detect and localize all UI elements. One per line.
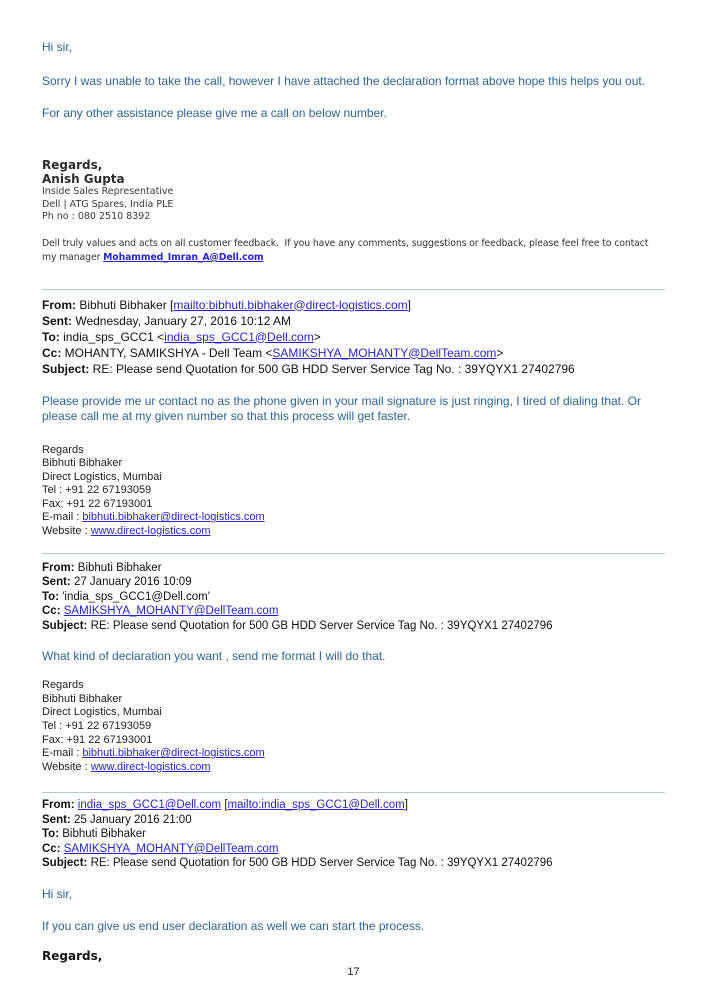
subject-text: RE: Please send Quotation for 500 GB HDD Server Service Tag No. : 39YQYX1 27402796 <box>87 619 553 632</box>
email1-para2: For any other assistance please give me a call on below number. <box>42 106 387 120</box>
header3-to-line <box>42 827 665 842</box>
header1-to-line <box>42 329 665 345</box>
to-text: 'india_sps_GCC1@Dell.com' <box>59 590 210 603</box>
header3-cc-line <box>42 842 665 857</box>
sig-website-label: Website : <box>42 525 91 538</box>
to-label: To: <box>42 828 60 841</box>
sig-email-label: E-mail : <box>42 747 83 760</box>
header3-sent-line <box>42 813 665 828</box>
header2-sent-line <box>42 575 665 590</box>
sig-name: Bibhuti Bibhaker <box>42 457 123 470</box>
sent-label: Sent: <box>42 813 71 826</box>
subject-text: RE: Please send Quotation for 500 GB HDD Server Service Tag No. : 39YQYX1 27402796 <box>87 857 553 870</box>
sent-text: 25 January 2016 21:00 <box>70 813 192 826</box>
header2-cc-line <box>42 604 665 619</box>
header1-sent-line <box>42 313 665 329</box>
divider-3 <box>42 792 665 793</box>
sig-website-label: Website : <box>42 760 91 773</box>
sig-website-link[interactable]: www.direct-logistics.com <box>90 760 211 773</box>
header3-subject-line <box>42 856 665 871</box>
subject-label: Subject: <box>42 857 88 870</box>
feedback-note <box>42 237 654 266</box>
signature-phone: Ph no : 080 2510 8392 <box>42 211 151 222</box>
divider-1 <box>42 289 665 290</box>
cc-email-link[interactable]: SAMIKSHYA_MOHANTY@DellTeam.com <box>63 842 279 855</box>
email1-body <box>42 40 665 121</box>
quoted-header-3 <box>42 798 665 871</box>
from-mailto-link[interactable]: mailto:bibhuti.bibhaker@direct-logistics.com <box>173 297 408 312</box>
header2-subject-line <box>42 619 665 634</box>
sent-text: 27 January 2016 10:09 <box>70 576 192 589</box>
email4-closing: Regards, <box>42 948 103 963</box>
to-suffix: > <box>313 329 321 344</box>
cc-email-link[interactable]: SAMIKSHYA_MOHANTY@DellTeam.com <box>272 345 497 360</box>
from-label: From: <box>42 297 76 312</box>
email3-body: What kind of declaration you want , send me format I will do that. <box>42 649 386 664</box>
sig-email-label: E-mail : <box>42 511 83 524</box>
email4-para: If you can give us end user declaration as well we can start the process. <box>42 918 425 933</box>
cc-text: MOHANTY, SAMIKSHYA - Dell Team < <box>61 345 273 360</box>
sig-org: Direct Logistics, Mumbai <box>42 706 162 719</box>
sig-fax: Fax: +91 22 67193001 <box>42 497 153 510</box>
sig-website-link[interactable]: www.direct-logistics.com <box>90 525 211 538</box>
header1-cc-line <box>42 345 665 361</box>
sig-name: Bibhuti Bibhaker <box>42 692 123 705</box>
bibhuti-signature-2 <box>42 679 665 774</box>
sig-website-line <box>42 525 665 539</box>
email4-greeting: Hi sir, <box>42 886 72 901</box>
email4-body <box>42 887 665 963</box>
from-email-link[interactable]: india_sps_GCC1@Dell.com <box>77 799 222 812</box>
sent-label: Sent: <box>42 313 72 328</box>
from-text: Bibhuti Bibhaker <box>74 561 162 574</box>
signature-title: Inside Sales Representative <box>42 186 174 197</box>
bibhuti-signature-1 <box>42 444 665 539</box>
from-label: From: <box>42 561 75 574</box>
sig-tel: Tel : +91 22 67193059 <box>42 719 152 732</box>
manager-email-link[interactable]: Mohammed_Imran_A@Dell.com <box>103 252 264 263</box>
header1-subject-line <box>42 361 665 377</box>
quoted-header-1 <box>42 297 665 377</box>
from-mailto-link[interactable]: mailto:india_sps_GCC1@Dell.com <box>227 799 405 812</box>
to-label: To: <box>42 329 60 344</box>
sig-regards: Regards <box>42 679 84 692</box>
sig-email-link[interactable]: bibhuti.bibhaker@direct-logistics.com <box>82 747 265 760</box>
header1-from-line <box>42 297 665 313</box>
cc-email-link[interactable]: SAMIKSHYA_MOHANTY@DellTeam.com <box>63 605 279 618</box>
cc-label: Cc: <box>42 345 62 360</box>
signature-regards: Regards, <box>42 158 103 172</box>
cc-suffix: > <box>496 345 504 360</box>
from-suffix: ] <box>407 297 412 312</box>
from-label: From: <box>42 799 75 812</box>
page-number: 17 <box>347 966 360 978</box>
sig-fax: Fax: +91 22 67193001 <box>42 733 153 746</box>
to-text: Bibhuti Bibhaker <box>59 828 146 841</box>
signature-org: Dell | ATG Spares, India PLE <box>42 198 174 210</box>
email1-signature <box>42 158 665 224</box>
divider-2 <box>42 553 665 554</box>
feedback-text: Dell truly values and acts on all customer feedback. If you have any comments, suggestions or feedback, please feel free to contact my manager <box>42 237 652 263</box>
signature-name: Anish Gupta <box>42 172 125 186</box>
email1-para1: Sorry I was unable to take the call, however I have attached the declaration format above hope this helps you out. <box>42 74 646 88</box>
from-mid-text: [ <box>221 799 228 812</box>
email2-body: Please provide me ur contact no as the phone given in your mail signature is just ringing, I tired of dialing that. Or please call me at my given number so that this process will get faster. <box>42 393 641 423</box>
sig-email-link[interactable]: bibhuti.bibhaker@direct-logistics.com <box>82 511 265 524</box>
from-text: Bibhuti Bibhaker [ <box>76 297 174 312</box>
sig-regards: Regards <box>42 443 84 456</box>
header2-from-line <box>42 561 665 576</box>
sent-text: Wednesday, January 27, 2016 10:12 AM <box>72 313 292 328</box>
sig-email-line <box>42 511 665 525</box>
subject-label: Subject: <box>42 619 88 632</box>
to-text: india_sps_GCC1 < <box>59 329 165 344</box>
to-email-link[interactable]: india_sps_GCC1@Dell.com <box>164 329 314 344</box>
sig-org: Direct Logistics, Mumbai <box>42 470 162 483</box>
cc-label: Cc: <box>42 842 61 855</box>
subject-label: Subject: <box>42 361 90 376</box>
sig-tel: Tel : +91 22 67193059 <box>42 484 152 497</box>
subject-text: RE: Please send Quotation for 500 GB HDD Server Service Tag No. : 39YQYX1 27402796 <box>89 361 575 376</box>
sent-label: Sent: <box>42 576 71 589</box>
sig-website-line <box>42 761 665 775</box>
header3-from-line <box>42 798 665 813</box>
from-suffix: ] <box>404 799 408 812</box>
cc-label: Cc: <box>42 605 61 618</box>
sig-email-line <box>42 747 665 761</box>
to-label: To: <box>42 590 60 603</box>
email1-greeting: Hi sir, <box>42 40 72 54</box>
quoted-header-2 <box>42 561 665 634</box>
header2-to-line <box>42 590 665 605</box>
